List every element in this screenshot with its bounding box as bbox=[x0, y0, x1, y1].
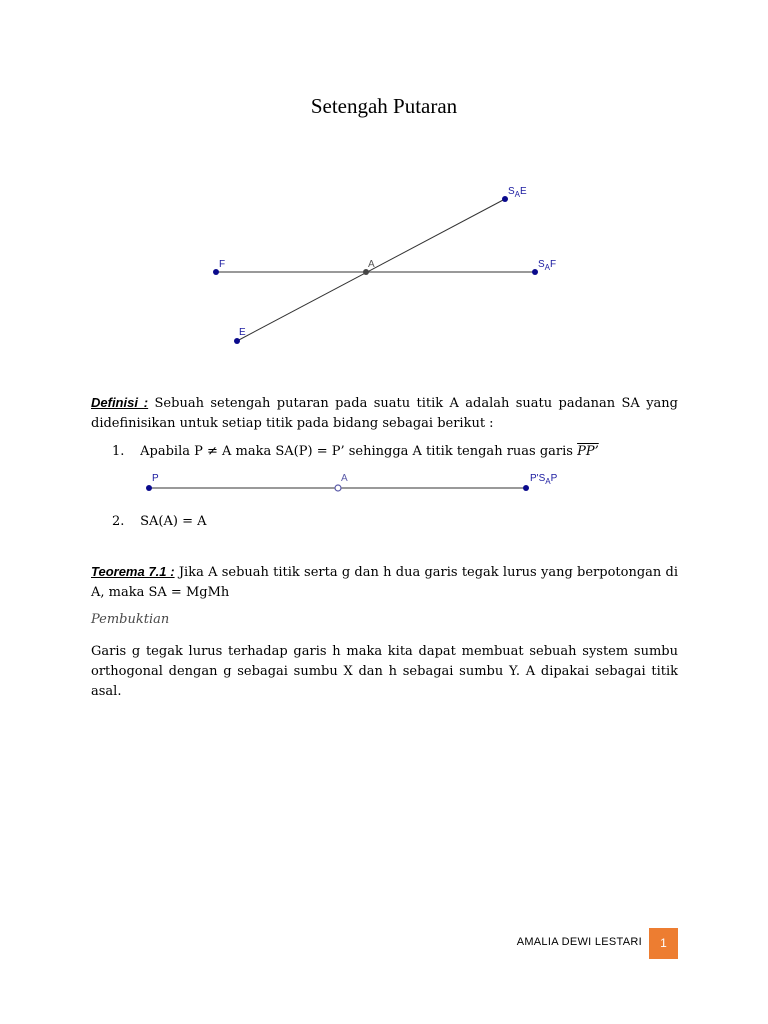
list-item-1-text: Apabila P ≠ A maka SA(P) = P’ sehingga A titik tengah ruas garis bbox=[140, 444, 573, 459]
label-a-mid: A bbox=[341, 473, 348, 484]
line-e-sae bbox=[237, 199, 505, 341]
list-item-2-text: SA(A) = A bbox=[140, 514, 207, 529]
label-a: A bbox=[368, 259, 375, 270]
segment-pp: PP’ bbox=[577, 444, 599, 459]
footer-author: AMALIA DEWI LESTARI bbox=[516, 936, 642, 948]
label-pprime: $P'S_AP$ bbox=[530, 473, 558, 486]
segment-figure bbox=[140, 470, 580, 496]
definition-text: Sebuah setengah putaran pada suatu titik A adalah suatu padanan SA yang didefinisikan untuk setiap titik pada bidang sebagai berikut : bbox=[91, 396, 678, 431]
proof-paragraph: Garis g tegak lurus terhadap garis h maka kita dapat membuat sebuah system sumbu orthogonal dengan g sebagai sumbu X dan h sebagai sumbu Y. A dipakai sebagai titik asal. bbox=[91, 644, 678, 699]
list-item-1: 1. Apabila P ≠ A maka SA(P) = P’ sehingga A titik tengah ruas garis PP’ bbox=[112, 444, 599, 459]
label-p: P bbox=[152, 473, 159, 484]
point-pprime bbox=[523, 485, 529, 491]
point-e bbox=[234, 338, 240, 344]
label-sae: $S_AE$ bbox=[508, 186, 527, 199]
definition-paragraph bbox=[91, 393, 678, 434]
theorem-lead: Teorema 7.1 : bbox=[91, 564, 175, 579]
point-a-mid bbox=[335, 485, 341, 491]
label-e: E bbox=[239, 327, 246, 338]
page-title: Setengah Putaran bbox=[310, 94, 458, 118]
label-saf: $S_AF$ bbox=[538, 259, 557, 272]
point-p bbox=[146, 485, 152, 491]
definition-lead: Definisi : bbox=[91, 395, 149, 410]
proof-heading: Pembuktian bbox=[91, 612, 170, 627]
half-turn-figure bbox=[195, 175, 575, 355]
theorem-text: Jika A sebuah titik serta g dan h dua garis tegak lurus yang berpotongan di A, maka SA = MgMh bbox=[91, 565, 678, 600]
label-f: F bbox=[219, 259, 226, 270]
page-number-badge: 1 bbox=[649, 928, 678, 959]
list-item-2: 2. SA(A) = A bbox=[112, 514, 207, 529]
theorem-paragraph bbox=[91, 562, 678, 603]
